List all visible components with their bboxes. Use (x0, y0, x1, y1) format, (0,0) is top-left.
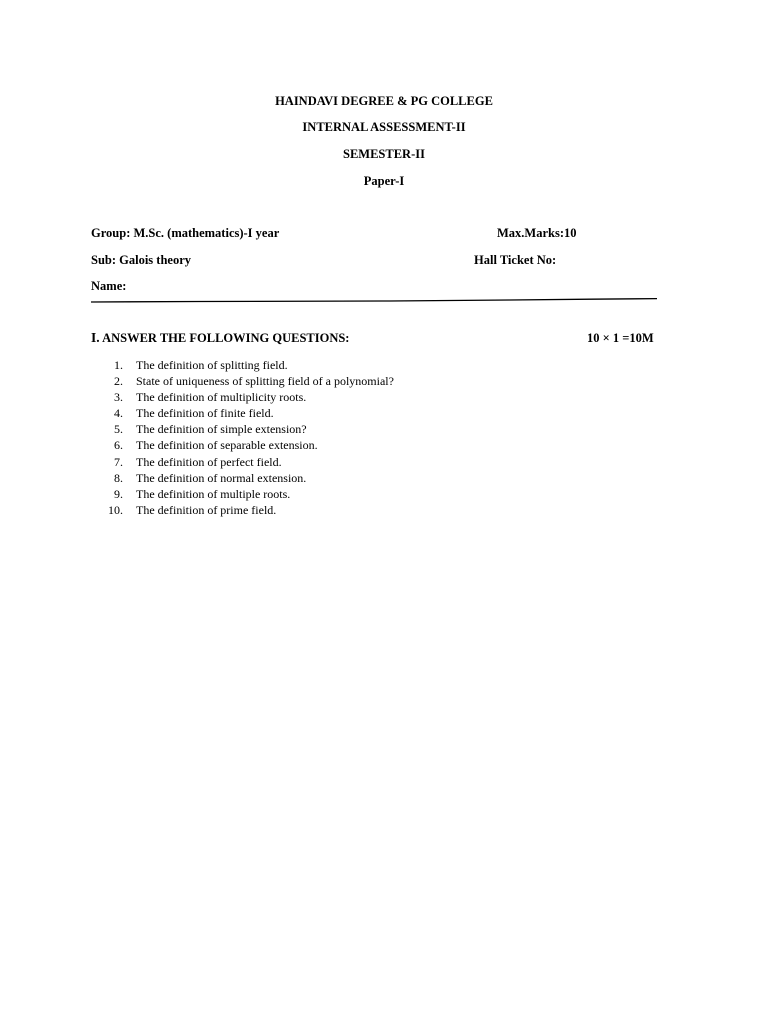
college-name: HAINDAVI DEGREE & PG COLLEGE (275, 94, 493, 108)
question-item (100, 454, 282, 470)
section-title: ANSWER THE FOLLOWING QUESTIONS: (99, 331, 350, 345)
max-marks-label: Max.Marks:10 (497, 226, 577, 240)
question-item (100, 389, 307, 405)
semester-title: SEMESTER-II (343, 147, 425, 161)
question-text: The definition of separable extension. (136, 438, 318, 453)
question-number: 9. (114, 486, 123, 501)
assessment-title: INTERNAL ASSESSMENT-II (302, 120, 466, 134)
question-item (100, 421, 307, 437)
question-number: 5. (114, 422, 123, 437)
header-divider (90, 297, 660, 305)
question-text: The definition of simple extension? (136, 422, 307, 437)
question-text: The definition of prime field. (136, 502, 277, 517)
question-item (100, 437, 318, 453)
question-text: The definition of normal extension. (136, 470, 307, 485)
question-text: The definition of multiplicity roots. (136, 390, 307, 405)
question-number: 6. (114, 438, 123, 453)
paper-title: Paper-I (363, 174, 405, 188)
student-name-label: Name: (91, 279, 127, 293)
question-number: 1. (114, 358, 123, 372)
question-item (100, 357, 288, 373)
section-marks: 10 × 1 =10M (587, 331, 654, 345)
hall-ticket-label: Hall Ticket No: (474, 253, 557, 267)
question-number: 2. (114, 374, 123, 389)
question-number: 3. (114, 390, 123, 405)
question-number: 7. (114, 454, 123, 469)
question-item (100, 486, 291, 502)
question-text: State of uniqueness of splitting field of a polynomial? (136, 374, 394, 389)
question-number: 10. (108, 502, 123, 517)
question-item (100, 373, 394, 389)
question-item (100, 502, 277, 518)
question-list (100, 357, 394, 518)
question-item (100, 405, 274, 421)
question-text: The definition of multiple roots. (136, 486, 291, 501)
question-item (100, 470, 307, 486)
subject-label: Sub: Galois theory (91, 253, 192, 267)
section-number: I. (91, 330, 100, 345)
question-text: The definition of splitting field. (136, 358, 288, 372)
question-text: The definition of perfect field. (136, 454, 282, 469)
question-number: 4. (114, 406, 123, 421)
question-number: 8. (114, 470, 123, 485)
section-heading (91, 330, 349, 346)
question-text: The definition of finite field. (136, 406, 274, 421)
group-label: Group: M.Sc. (mathematics)-I year (91, 226, 280, 240)
